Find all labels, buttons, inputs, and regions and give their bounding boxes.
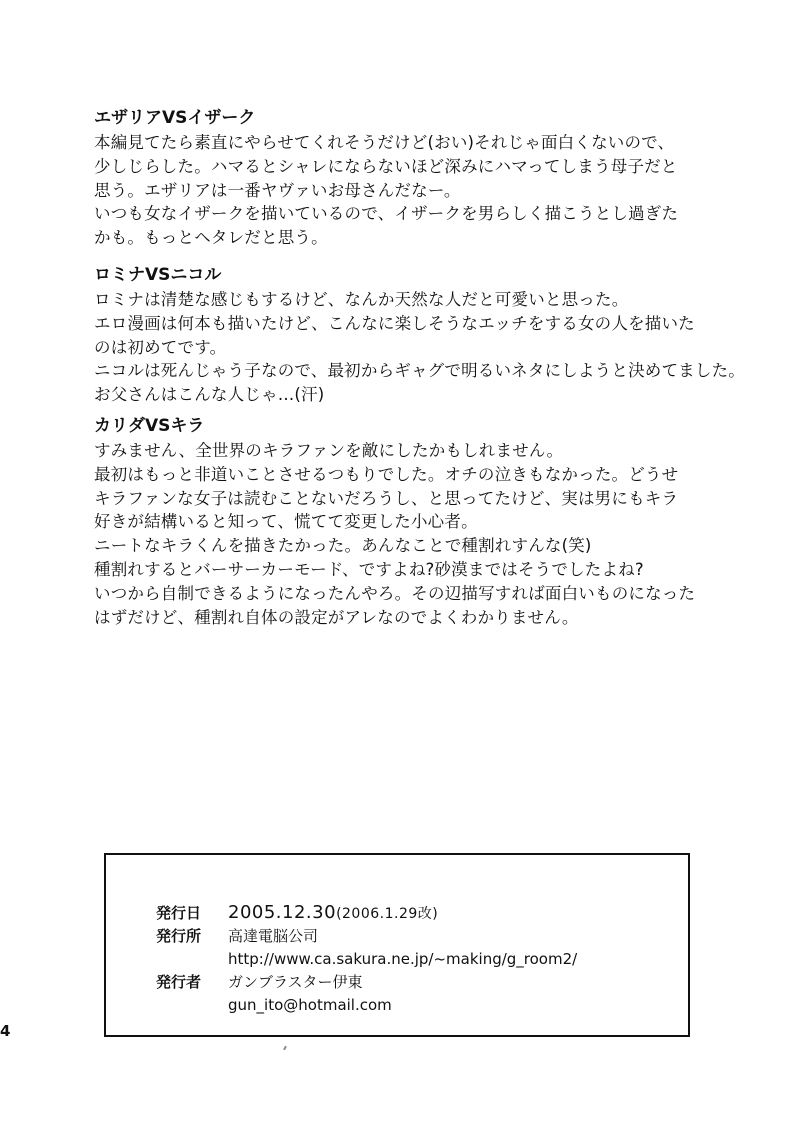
body-line: ニートなキラくんを描きたかった。あんなことで種割れすんな(笑) xyxy=(94,536,592,556)
colophon-url-row xyxy=(156,948,577,970)
body-line: ニコルは死んじゃう子なので、最初からギャグで明るいネタにしようと決めてました。 xyxy=(94,361,745,381)
body-line: かも。もっとヘタレだと思う。 xyxy=(94,228,328,248)
date-revised: (2006.1.29改) xyxy=(336,906,439,922)
body-line: エロ漫画は何本も描いたけど、こんなに楽しそうなエッチをする女の人を描いた xyxy=(94,313,695,333)
body-line: 好きが結構いると知って、慌てて変更した小心者。 xyxy=(94,512,478,532)
date-main: 2005.12.30 xyxy=(228,902,337,923)
body-line: すみません、全世界のキラファンを敵にしたかもしれません。 xyxy=(94,441,564,460)
scan-speck xyxy=(283,1046,287,1050)
section-caridad-vs-kira xyxy=(94,414,774,629)
body-line: ロミナは清楚な感じもするけど、なんか天然な人だと可愛いと思った。 xyxy=(94,290,629,309)
body-line: 思う。エザリアは一番ヤヴァいお母さんだなー。 xyxy=(94,180,461,200)
colophon-date-row xyxy=(156,902,438,924)
publisher-label: 発行所 xyxy=(156,927,202,945)
body-line: いつも女なイザークを描いているので、イザークを男らしく描こうとし過ぎた xyxy=(94,204,679,224)
section-title: エザリアVSイザーク xyxy=(94,108,256,128)
body-line: お父さんはこんな人じゃ…(汗) xyxy=(94,385,325,405)
date-value xyxy=(228,902,438,925)
section-romina-vs-nicol xyxy=(94,263,774,407)
body-line: いつから自制できるようになったんやろ。その辺描写すれば面白いものになった xyxy=(94,583,696,603)
body-line: はずだけど、種割れ自体の設定がアレなのでよくわかりません。 xyxy=(94,607,579,627)
section-ezaria-vs-yzak xyxy=(94,106,774,250)
body-line: 少しじらした。ハマるとシャレにならないほど深みにハマってしまう母子だと xyxy=(94,156,678,176)
body-line: 種割れするとバーサーカーモード、ですよね?砂漠まではそうでしたよね? xyxy=(94,559,644,579)
colophon-box xyxy=(104,853,690,1037)
body-line: 本編見てたら素直にやらせてくれそうだけど(おい)それじゃ面白くないので、 xyxy=(94,133,675,152)
issuer-label: 発行者 xyxy=(156,973,202,991)
page-number: 4 xyxy=(0,1022,11,1040)
issuer-value: ガンブラスター伊東 xyxy=(228,973,363,991)
date-label: 発行日 xyxy=(156,904,202,922)
publisher-value: 高達電脳公司 xyxy=(228,927,319,945)
colophon-publisher-row xyxy=(156,925,318,947)
email-address[interactable]: gun_ito@hotmail.com xyxy=(228,996,392,1014)
section-title: カリダVSキラ xyxy=(94,416,205,436)
colophon-issuer-row xyxy=(156,971,363,993)
body-line: 最初はもっと非道いことさせるつもりでした。オチの泣きもなかった。どうせ xyxy=(94,464,679,484)
website-url[interactable]: http://www.ca.sakura.ne.jp/~making/g_room2/ xyxy=(228,950,578,968)
body-line: キラファンな女子は読むことないだろうし、と思ってたけど、実は男にもキラ xyxy=(94,488,679,508)
body-line: のは初めてです。 xyxy=(94,337,227,357)
section-title: ロミナVSニコル xyxy=(94,265,222,285)
colophon-email-row xyxy=(156,994,392,1016)
